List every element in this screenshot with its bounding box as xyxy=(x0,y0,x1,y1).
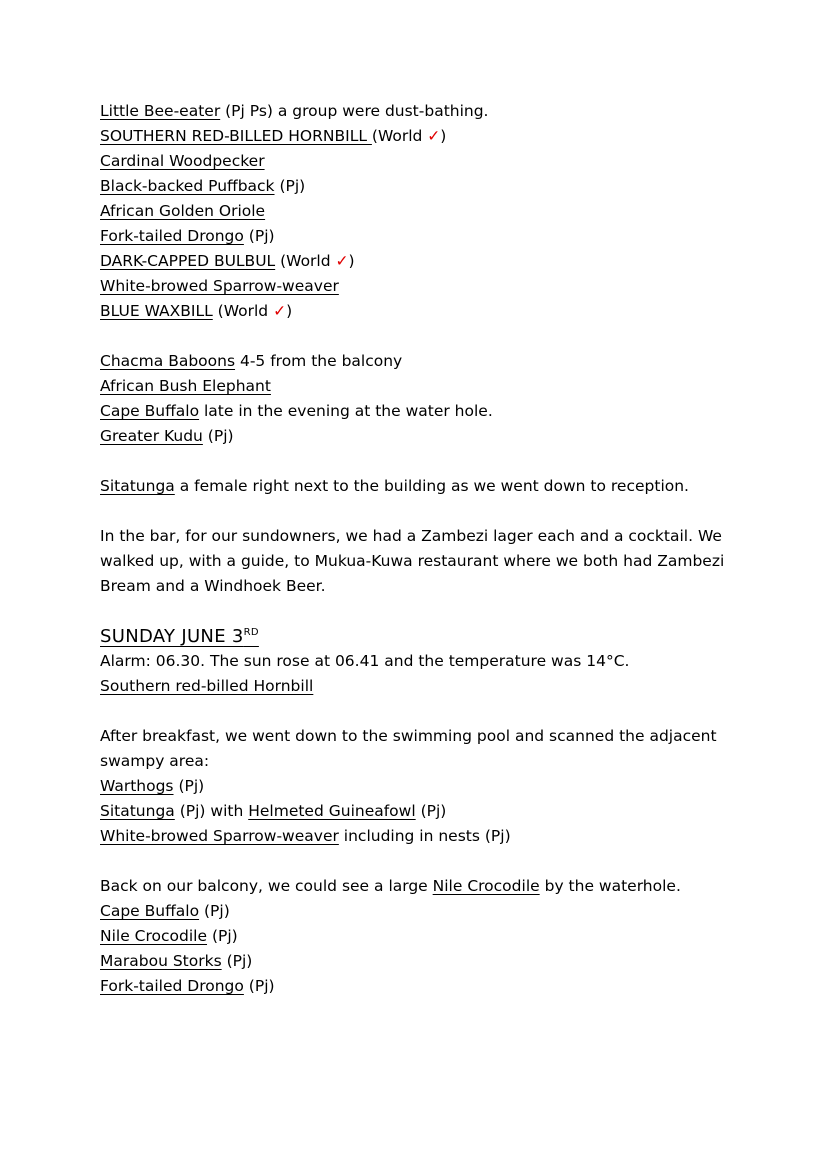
day-heading-suffix: RD xyxy=(243,627,259,638)
species-name: White-browed Sparrow-weaver xyxy=(100,827,339,845)
species-name: African Bush Elephant xyxy=(100,377,271,395)
species-note-end: ) xyxy=(286,302,293,320)
list-item xyxy=(100,924,740,949)
list-item xyxy=(100,174,740,199)
species-note: a female right next to the building as we went down to reception. xyxy=(174,477,689,495)
species-note: (World xyxy=(371,127,428,145)
balcony-line xyxy=(100,874,740,899)
species-name: DARK-CAPPED BULBUL xyxy=(100,252,276,270)
spacer xyxy=(100,699,740,724)
pool-paragraph: After breakfast, we went down to the swimming pool and scanned the adjacent swampy area: xyxy=(100,727,717,770)
day-heading xyxy=(100,624,740,649)
balcony-text: Back on our balcony, we could see a large xyxy=(100,877,433,895)
species-note: (Pj) xyxy=(415,802,447,820)
species-name: White-browed Sparrow-weaver xyxy=(100,277,339,295)
species-note: (Pj) xyxy=(221,952,253,970)
list-item xyxy=(100,124,740,149)
check-icon: ✓ xyxy=(427,127,441,145)
list-item xyxy=(100,899,740,924)
species-note: (World xyxy=(275,252,336,270)
species-name: SOUTHERN RED-BILLED HORNBILL xyxy=(100,127,372,145)
document-page xyxy=(100,99,740,999)
check-icon: ✓ xyxy=(273,302,287,320)
list-item xyxy=(100,474,740,499)
list-item xyxy=(100,399,740,424)
species-note: 4-5 from the balcony xyxy=(235,352,403,370)
species-note: (Pj Ps) a group were dust-bathing. xyxy=(220,102,489,120)
species-name: Cape Buffalo xyxy=(100,402,200,420)
species-name: African Golden Oriole xyxy=(100,202,266,220)
species-name: Chacma Baboons xyxy=(100,352,236,370)
species-note: including in nests (Pj) xyxy=(338,827,511,845)
list-item xyxy=(100,274,740,299)
species-name: Marabou Storks xyxy=(100,952,222,970)
day-heading-label: SUNDAY JUNE 3 xyxy=(100,626,244,647)
species-note: (World xyxy=(212,302,274,320)
spacer xyxy=(100,324,740,349)
species-name: Black-backed Puffback xyxy=(100,177,275,195)
species-note: (Pj) xyxy=(207,927,238,945)
list-item xyxy=(100,149,740,174)
species-name: Sitatunga xyxy=(100,802,175,820)
species-note: (Pj) xyxy=(243,227,275,245)
species-name: Sitatunga xyxy=(100,477,175,495)
species-name: Little Bee-eater xyxy=(100,102,221,120)
list-item xyxy=(100,299,740,324)
list-item xyxy=(100,224,740,249)
list-item xyxy=(100,249,740,274)
species-name: Cardinal Woodpecker xyxy=(100,152,265,170)
species-note-end: ) xyxy=(440,127,447,145)
species-note: late in the evening at the water hole. xyxy=(199,402,493,420)
list-item xyxy=(100,674,740,699)
species-name: Greater Kudu xyxy=(100,427,203,445)
species-name: Helmeted Guineafowl xyxy=(248,802,416,820)
species-name: Nile Crocodile xyxy=(432,877,540,895)
list-item xyxy=(100,974,740,999)
species-note: (Pj) xyxy=(199,902,230,920)
list-item xyxy=(100,949,740,974)
spacer xyxy=(100,499,740,524)
species-note: (Pj) with xyxy=(174,802,249,820)
species-name: Nile Crocodile xyxy=(100,927,208,945)
day-heading-text xyxy=(100,626,259,647)
list-item xyxy=(100,99,740,124)
list-item xyxy=(100,424,740,449)
species-note-end: ) xyxy=(348,252,355,270)
list-item xyxy=(100,774,740,799)
species-name: Fork-tailed Drongo xyxy=(100,977,244,995)
species-name: Warthogs xyxy=(100,777,174,795)
check-icon: ✓ xyxy=(335,252,349,270)
species-note: (Pj) xyxy=(202,427,234,445)
list-item xyxy=(100,199,740,224)
species-name: Fork-tailed Drongo xyxy=(100,227,244,245)
spacer xyxy=(100,599,740,624)
list-item xyxy=(100,374,740,399)
list-item xyxy=(100,824,740,849)
species-name: Cape Buffalo xyxy=(100,902,200,920)
species-note: (Pj) xyxy=(243,977,275,995)
list-item xyxy=(100,799,740,824)
list-item xyxy=(100,349,740,374)
species-name: Southern red-billed Hornbill xyxy=(100,677,314,695)
bar-paragraph: In the bar, for our sundowners, we had a Zambezi lager each and a cocktail. We walked up, with a guide, to Mukua-Kuwa restaurant where we both had Zambezi Bream and a Windhoek Beer. xyxy=(100,527,725,595)
spacer xyxy=(100,849,740,874)
species-note: (Pj) xyxy=(173,777,205,795)
species-name: BLUE WAXBILL xyxy=(100,302,213,320)
spacer xyxy=(100,449,740,474)
alarm-line: Alarm: 06.30. The sun rose at 06.41 and the temperature was 14°C. xyxy=(100,652,630,670)
species-note: (Pj) xyxy=(274,177,306,195)
balcony-text-end: by the waterhole. xyxy=(539,877,681,895)
